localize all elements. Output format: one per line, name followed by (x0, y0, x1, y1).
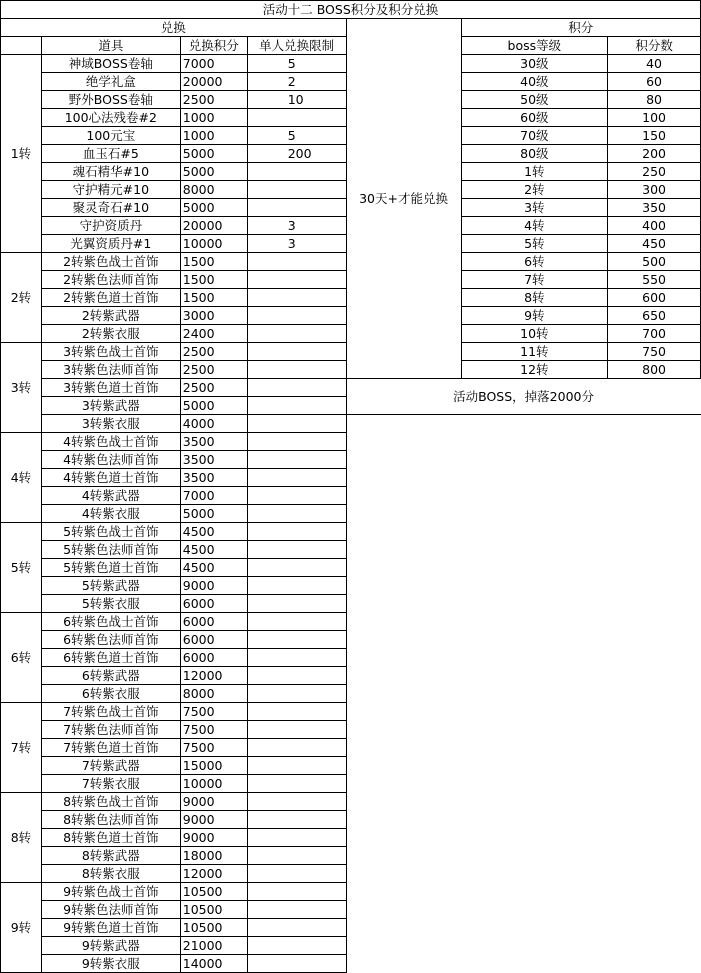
item-points: 12000 (180, 865, 247, 883)
item-name: 6转紫色法师首饰 (41, 631, 180, 649)
table-row (1, 379, 701, 397)
item-name: 4转紫色法师首饰 (41, 451, 180, 469)
item-points: 15000 (180, 757, 247, 775)
tier-label: 5转 (1, 523, 42, 613)
condition-note: 30天+才能兑换 (346, 19, 461, 379)
item-name: 血玉石#5 (41, 145, 180, 163)
item-limit (247, 685, 346, 703)
item-limit (247, 937, 346, 955)
item-limit (247, 901, 346, 919)
item-name: 6转紫色战士首饰 (41, 613, 180, 631)
item-points: 6000 (180, 631, 247, 649)
item-limit (247, 721, 346, 739)
boss-score: 300 (608, 181, 701, 199)
item-points: 8000 (180, 685, 247, 703)
item-name: 7转紫衣服 (41, 775, 180, 793)
item-limit (247, 631, 346, 649)
item-points: 2500 (180, 379, 247, 397)
boss-level: 30级 (461, 55, 608, 73)
item-limit (247, 775, 346, 793)
column-header-item: 道具 (41, 37, 180, 55)
boss-level: 70级 (461, 127, 608, 145)
item-limit (247, 793, 346, 811)
item-points: 7500 (180, 721, 247, 739)
boss-score: 250 (608, 163, 701, 181)
item-limit: 3 (247, 217, 346, 235)
boss-level: 80级 (461, 145, 608, 163)
item-points: 4500 (180, 559, 247, 577)
item-points: 3500 (180, 469, 247, 487)
boss-score: 600 (608, 289, 701, 307)
tier-label: 4转 (1, 433, 42, 523)
item-name: 2转紫衣服 (41, 325, 180, 343)
item-points: 21000 (180, 937, 247, 955)
item-points: 20000 (180, 73, 247, 91)
boss-level: 10转 (461, 325, 608, 343)
tier-label: 9转 (1, 883, 42, 973)
item-points: 9000 (180, 811, 247, 829)
item-points: 7000 (180, 487, 247, 505)
boss-score: 350 (608, 199, 701, 217)
boss-level: 12转 (461, 361, 608, 379)
item-points: 10500 (180, 901, 247, 919)
boss-score: 100 (608, 109, 701, 127)
item-limit (247, 451, 346, 469)
item-points: 1500 (180, 253, 247, 271)
item-points: 5000 (180, 505, 247, 523)
boss-score: 550 (608, 271, 701, 289)
boss-score: 750 (608, 343, 701, 361)
boss-score: 400 (608, 217, 701, 235)
item-limit (247, 757, 346, 775)
item-points: 10000 (180, 775, 247, 793)
item-name: 守护资质丹 (41, 217, 180, 235)
column-header-score: 积分数 (608, 37, 701, 55)
item-points: 4500 (180, 541, 247, 559)
item-limit (247, 505, 346, 523)
item-limit (247, 199, 346, 217)
item-limit (247, 883, 346, 901)
boss-level: 6转 (461, 253, 608, 271)
item-limit (247, 577, 346, 595)
item-points: 3000 (180, 307, 247, 325)
item-name: 野外BOSS卷轴 (41, 91, 180, 109)
boss-level: 7转 (461, 271, 608, 289)
boss-score: 40 (608, 55, 701, 73)
item-points: 7000 (180, 55, 247, 73)
boss-score: 800 (608, 361, 701, 379)
item-limit (247, 667, 346, 685)
item-name: 光翼资质丹#1 (41, 235, 180, 253)
item-limit (247, 379, 346, 397)
item-points: 4000 (180, 415, 247, 433)
item-name: 3转紫色法师首饰 (41, 361, 180, 379)
item-name: 8转紫衣服 (41, 865, 180, 883)
item-limit (247, 325, 346, 343)
item-name: 5转紫色战士首饰 (41, 523, 180, 541)
item-points: 1000 (180, 109, 247, 127)
item-points: 3500 (180, 451, 247, 469)
item-points: 10000 (180, 235, 247, 253)
item-name: 6转紫武器 (41, 667, 180, 685)
section-header-row (1, 19, 701, 37)
boss-score: 650 (608, 307, 701, 325)
item-name: 5转紫衣服 (41, 595, 180, 613)
item-limit: 10 (247, 91, 346, 109)
item-name: 7转紫色道士首饰 (41, 739, 180, 757)
item-limit (247, 253, 346, 271)
item-name: 9转紫色道士首饰 (41, 919, 180, 937)
boss-score: 500 (608, 253, 701, 271)
item-limit (247, 541, 346, 559)
item-points: 5000 (180, 163, 247, 181)
boss-note: 活动BOSS，掉落2000分 (346, 379, 700, 415)
exchange-header: 兑换 (1, 19, 347, 37)
item-limit (247, 955, 346, 973)
item-limit: 2 (247, 73, 346, 91)
tier-label: 3转 (1, 343, 42, 433)
item-name: 2转紫色战士首饰 (41, 253, 180, 271)
item-name: 9转紫色战士首饰 (41, 883, 180, 901)
item-points: 7500 (180, 703, 247, 721)
item-limit (247, 109, 346, 127)
boss-level: 9转 (461, 307, 608, 325)
item-points: 18000 (180, 847, 247, 865)
item-limit (247, 739, 346, 757)
item-limit (247, 595, 346, 613)
sheet-title: 活动十二 BOSS积分及积分兑换 (1, 1, 701, 19)
column-header-points: 兑换积分 (180, 37, 247, 55)
item-name: 100元宝 (41, 127, 180, 145)
boss-level: 40级 (461, 73, 608, 91)
boss-level: 3转 (461, 199, 608, 217)
item-points: 8000 (180, 181, 247, 199)
item-limit (247, 703, 346, 721)
boss-score: 200 (608, 145, 701, 163)
tier-label: 1转 (1, 55, 42, 253)
item-limit (247, 361, 346, 379)
boss-score: 700 (608, 325, 701, 343)
boss-level: 1转 (461, 163, 608, 181)
item-limit (247, 829, 346, 847)
item-name: 9转紫衣服 (41, 955, 180, 973)
item-limit (247, 469, 346, 487)
item-limit (247, 847, 346, 865)
item-points: 5000 (180, 199, 247, 217)
item-limit (247, 343, 346, 361)
item-limit (247, 181, 346, 199)
item-name: 8转紫色法师首饰 (41, 811, 180, 829)
item-limit (247, 397, 346, 415)
item-limit (247, 865, 346, 883)
boss-level: 2转 (461, 181, 608, 199)
item-limit (247, 271, 346, 289)
item-points: 5000 (180, 397, 247, 415)
item-limit (247, 487, 346, 505)
boss-level: 11转 (461, 343, 608, 361)
item-name: 8转紫色道士首饰 (41, 829, 180, 847)
column-header-limit: 单人兑换限制 (247, 37, 346, 55)
item-name: 4转紫武器 (41, 487, 180, 505)
item-points: 1500 (180, 289, 247, 307)
boss-level: 50级 (461, 91, 608, 109)
item-points: 9000 (180, 829, 247, 847)
boss-level: 60级 (461, 109, 608, 127)
item-name: 5转紫色道士首饰 (41, 559, 180, 577)
item-points: 2500 (180, 361, 247, 379)
item-points: 6000 (180, 649, 247, 667)
tier-header-blank (1, 37, 42, 55)
item-points: 12000 (180, 667, 247, 685)
boss-level: 8转 (461, 289, 608, 307)
item-name: 聚灵奇石#10 (41, 199, 180, 217)
boss-score: 150 (608, 127, 701, 145)
item-limit: 200 (247, 145, 346, 163)
item-points: 9000 (180, 577, 247, 595)
item-points: 3500 (180, 433, 247, 451)
item-points: 10500 (180, 883, 247, 901)
item-name: 2转紫色法师首饰 (41, 271, 180, 289)
item-points: 6000 (180, 613, 247, 631)
tier-label: 2转 (1, 253, 42, 343)
item-name: 3转紫武器 (41, 397, 180, 415)
item-limit: 5 (247, 127, 346, 145)
item-points: 7500 (180, 739, 247, 757)
item-name: 3转紫衣服 (41, 415, 180, 433)
item-name: 守护精元#10 (41, 181, 180, 199)
item-limit (247, 289, 346, 307)
points-header: 积分 (461, 19, 700, 37)
item-name: 4转紫衣服 (41, 505, 180, 523)
item-points: 1000 (180, 127, 247, 145)
boss-score: 60 (608, 73, 701, 91)
boss-score: 80 (608, 91, 701, 109)
item-limit (247, 613, 346, 631)
column-header-boss-level: boss等级 (461, 37, 608, 55)
item-name: 7转紫色法师首饰 (41, 721, 180, 739)
item-points: 4500 (180, 523, 247, 541)
item-points: 6000 (180, 595, 247, 613)
boss-level: 5转 (461, 235, 608, 253)
item-name: 5转紫色法师首饰 (41, 541, 180, 559)
item-limit (247, 649, 346, 667)
item-points: 10500 (180, 919, 247, 937)
item-limit: 5 (247, 55, 346, 73)
item-name: 9转紫色法师首饰 (41, 901, 180, 919)
tier-label: 8转 (1, 793, 42, 883)
item-name: 4转紫色道士首饰 (41, 469, 180, 487)
item-name: 2转紫武器 (41, 307, 180, 325)
item-name: 8转紫色战士首饰 (41, 793, 180, 811)
title-row (1, 1, 701, 19)
boss-score: 450 (608, 235, 701, 253)
item-name: 5转紫武器 (41, 577, 180, 595)
item-points: 20000 (180, 217, 247, 235)
item-points: 14000 (180, 955, 247, 973)
item-limit (247, 811, 346, 829)
item-name: 6转紫衣服 (41, 685, 180, 703)
item-limit (247, 307, 346, 325)
table-row (1, 415, 701, 433)
item-limit (247, 919, 346, 937)
item-name: 3转紫色道士首饰 (41, 379, 180, 397)
item-name: 100心法残卷#2 (41, 109, 180, 127)
item-name: 8转紫武器 (41, 847, 180, 865)
item-points: 2400 (180, 325, 247, 343)
item-points: 1500 (180, 271, 247, 289)
item-name: 绝学礼盒 (41, 73, 180, 91)
item-name: 4转紫色战士首饰 (41, 433, 180, 451)
item-name: 2转紫色道士首饰 (41, 289, 180, 307)
item-points: 2500 (180, 91, 247, 109)
tier-label: 7转 (1, 703, 42, 793)
item-limit (247, 523, 346, 541)
tier-label: 6转 (1, 613, 42, 703)
item-name: 7转紫武器 (41, 757, 180, 775)
item-points: 2500 (180, 343, 247, 361)
item-limit (247, 433, 346, 451)
item-name: 9转紫武器 (41, 937, 180, 955)
item-limit (247, 415, 346, 433)
item-name: 3转紫色战士首饰 (41, 343, 180, 361)
boss-level: 4转 (461, 217, 608, 235)
item-name: 魂石精华#10 (41, 163, 180, 181)
item-limit (247, 559, 346, 577)
item-limit (247, 163, 346, 181)
item-name: 7转紫色战士首饰 (41, 703, 180, 721)
item-name: 6转紫色道士首饰 (41, 649, 180, 667)
empty-area (346, 415, 700, 973)
item-limit: 3 (247, 235, 346, 253)
item-points: 5000 (180, 145, 247, 163)
item-points: 9000 (180, 793, 247, 811)
item-name: 神域BOSS卷轴 (41, 55, 180, 73)
